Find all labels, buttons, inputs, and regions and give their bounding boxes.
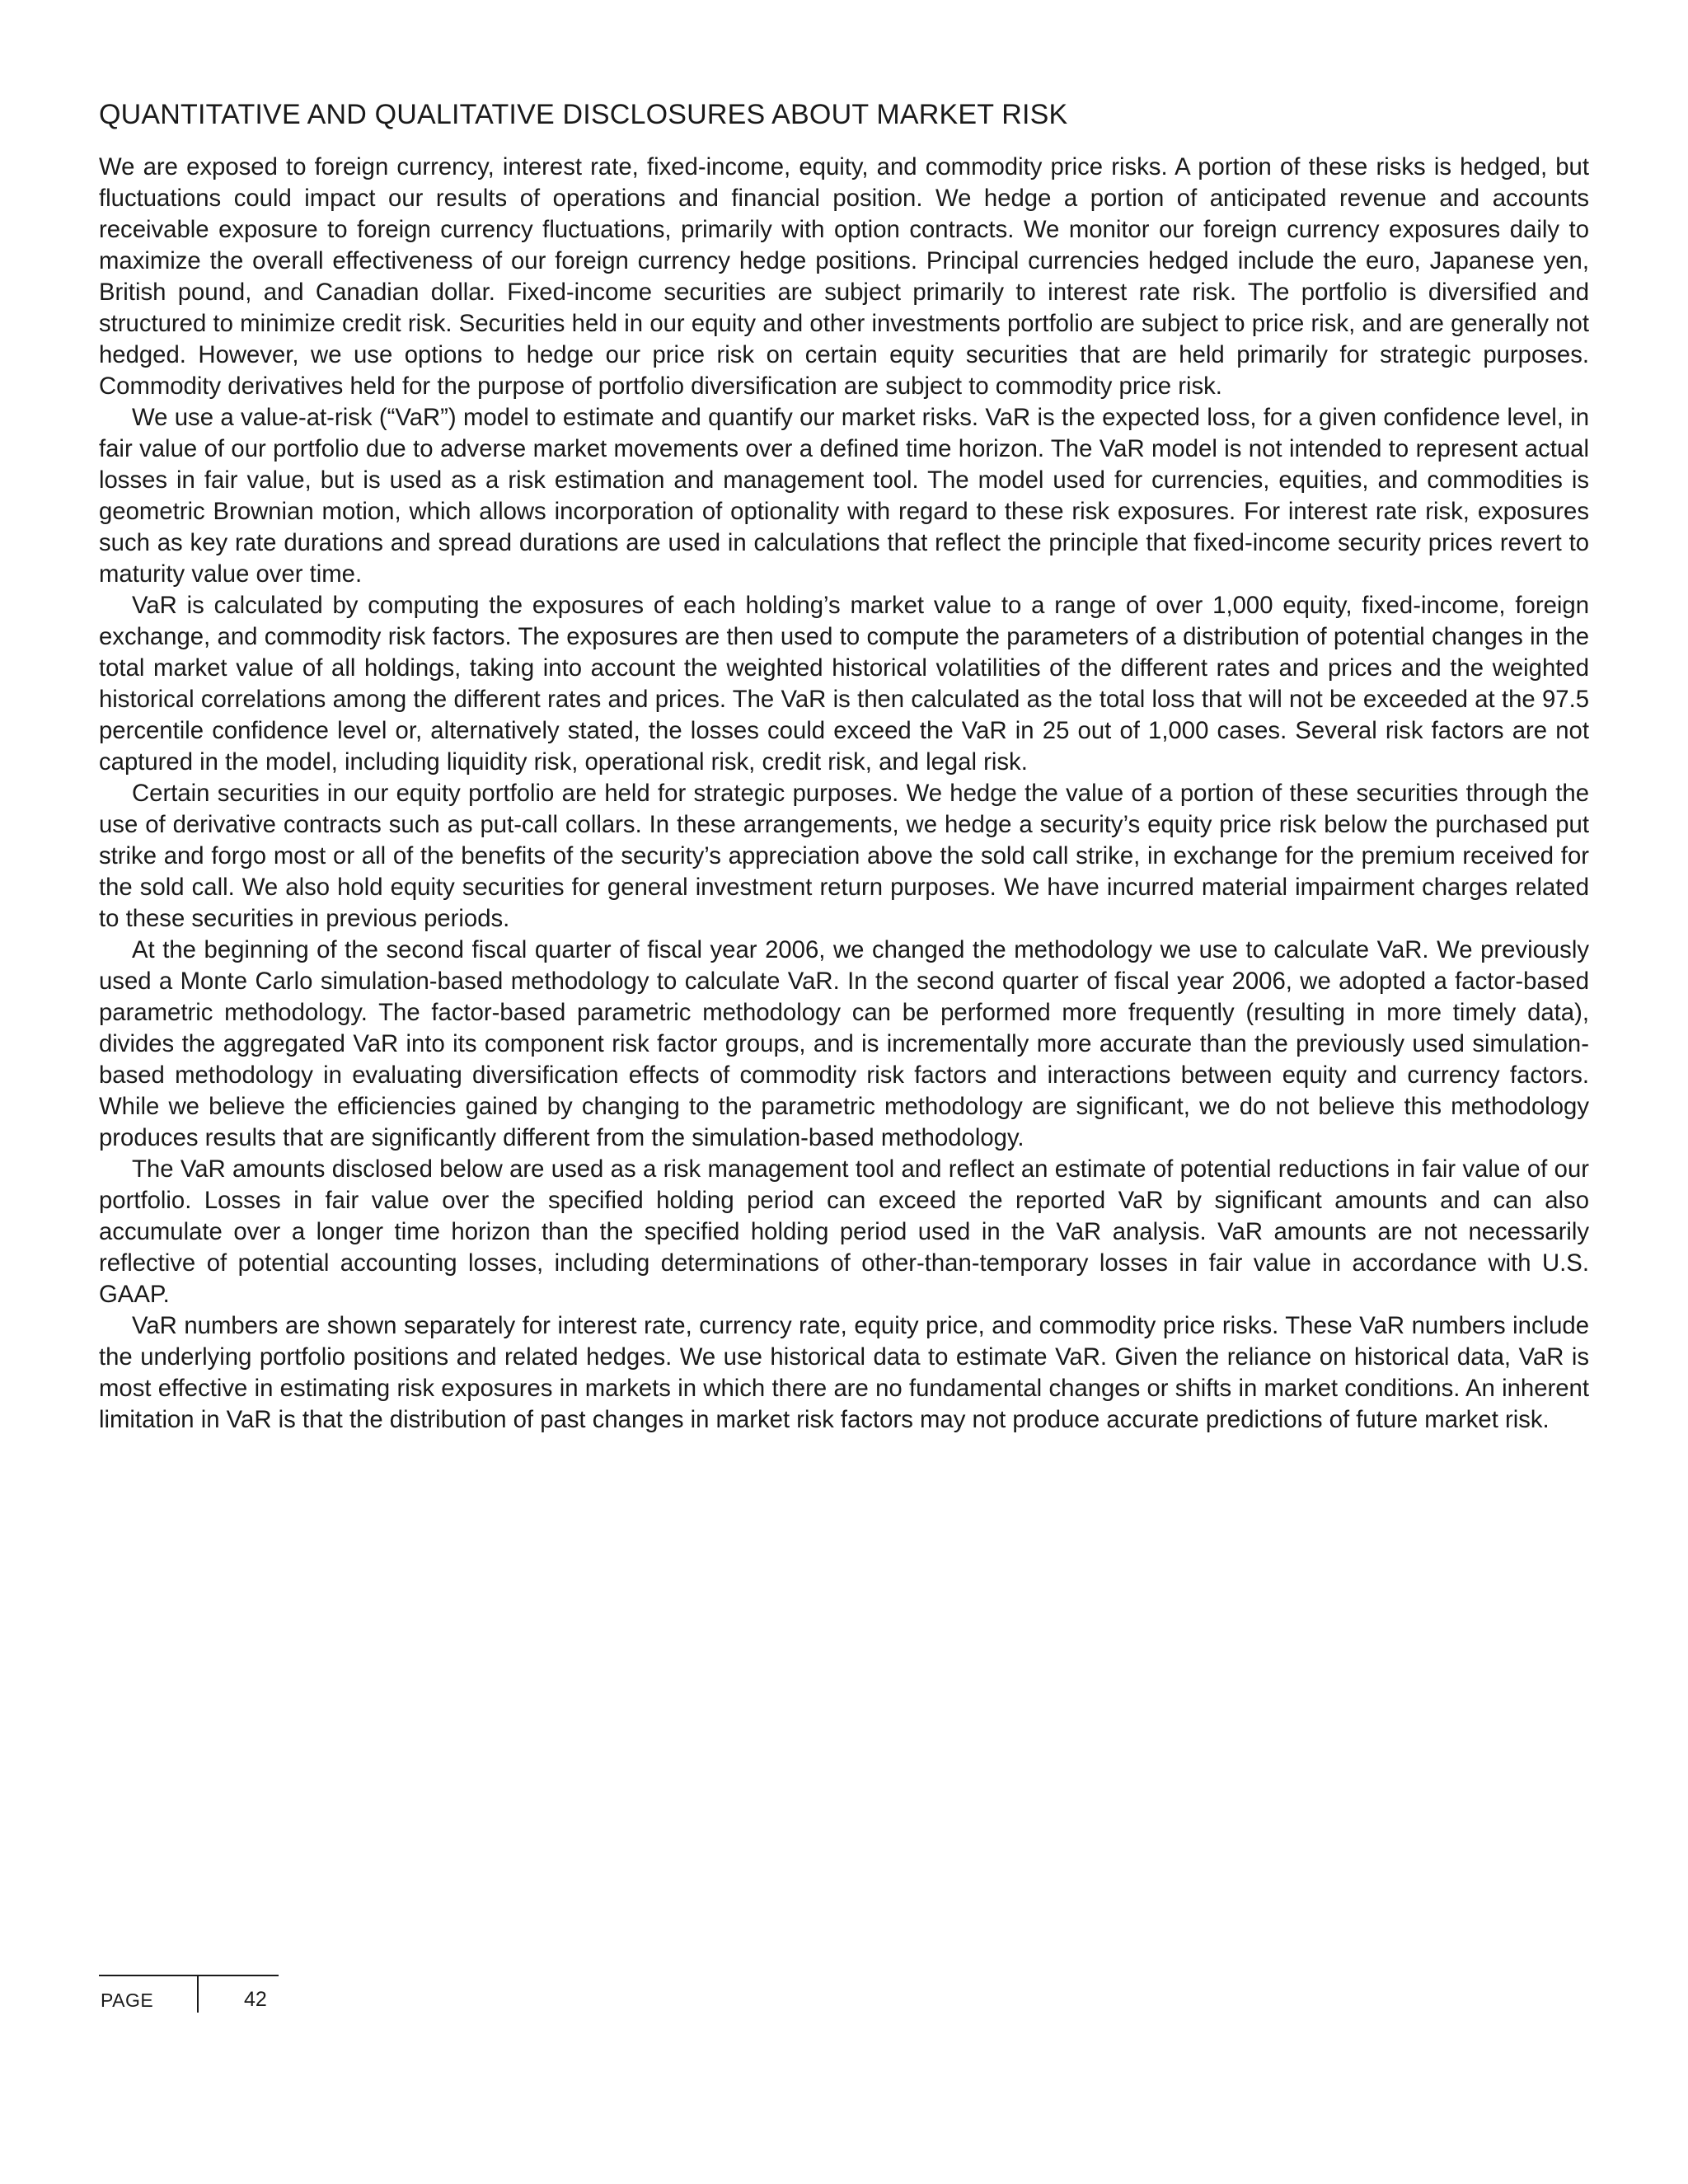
footer-divider: [197, 1976, 199, 2013]
body-text: [99, 152, 1589, 1436]
paragraph-methodology-change: At the beginning of the second fiscal quarter of fiscal year 2006, we changed the methodology we use to calculate VaR. We previously used a Monte Carlo simulation-based methodology to calculate VaR. In the second quarter of fiscal year 2006, we adopted a factor-based parametric methodology. The factor-based parametric methodology can be performed more frequently (resulting in more timely data), divides the aggregated VaR into its component risk factor groups, and is incrementally more accurate than the previously used simulation-based methodology in evaluating diversification effects of commodity risk factors and interactions between equity and currency factors. While we believe the efficiencies gained by changing to the parametric methodology are significant, we do not believe this methodology produces results that are significantly different from the simulation-based methodology.: [99, 936, 1589, 1151]
paragraph-var-limitations: VaR numbers are shown separately for interest rate, currency rate, equity price, and commodity price risks. These VaR numbers include the underlying portfolio positions and related hedges. We use historical data to estimate VaR. Given the reliance on historical data, VaR is most effective in estimating risk exposures in markets in which there are no fundamental changes or shifts in market conditions. An inherent limitation in VaR is that the distribution of past changes in market risk factors may not produce accurate predictions of future market risk.: [99, 1312, 1589, 1433]
page-number: 42: [244, 1988, 267, 2011]
section-heading: QUANTITATIVE AND QUALITATIVE DISCLOSURES ABOUT MARKET RISK: [99, 99, 1068, 130]
paragraph-var-calculation: VaR is calculated by computing the exposures of each holding’s market value to a range of over 1,000 equity, fixed-income, foreign exchange, and commodity risk factors. The exposures are then used to compute the parameters of a distribution of potential changes in the total market value of all holdings, taking into account the weighted historical volatilities of the different rates and prices and the weighted historical correlations among the different rates and prices. The VaR is then calculated as the total loss that will not be exceeded at the 97.5 percentile confidence level or, alternatively stated, the losses could exceed the VaR in 25 out of 1,000 cases. Several risk factors are not captured in the model, including liquidity risk, operational risk, credit risk, and legal risk.: [99, 592, 1589, 776]
paragraph-var-model: We use a value-at-risk (“VaR”) model to estimate and quantify our market risks. VaR is the expected loss, for a given confidence level, in fair value of our portfolio due to adverse market movements over a defined time horizon. The VaR model is not intended to represent actual losses in fair value, but is used as a risk estimation and management tool. The model used for currencies, equities, and commodities is geometric Brownian motion, which allows incorporation of optionality with regard to these risk exposures. For interest rate risk, exposures such as key rate durations and spread durations are used in calculations that reflect the principle that fixed-income security prices revert to maturity value over time.: [99, 404, 1589, 588]
paragraph-equity-hedging: Certain securities in our equity portfolio are held for strategic purposes. We hedge the value of a portion of these securities through the use of derivative contracts such as put-call collars. In these arrangements, we hedge a security’s equity price risk below the purchased put strike and forgo most or all of the benefits of the security’s appreciation above the sold call strike, in exchange for the premium received for the sold call. We also hold equity securities for general investment return purposes. We have incurred material impairment charges related to these securities in previous periods.: [99, 780, 1589, 932]
paragraph-market-risk-exposure: We are exposed to foreign currency, interest rate, fixed-income, equity, and commodity price risks. A portion of these risks is hedged, but fluctuations could impact our results of operations and financial position. We hedge a portion of anticipated revenue and accounts receivable exposure to foreign currency fluctuations, primarily with option contracts. We monitor our foreign currency exposures daily to maximize the overall effectiveness of our foreign currency hedge positions. Principal currencies hedged include the euro, Japanese yen, British pound, and Canadian dollar. Fixed-income securities are subject primarily to interest rate risk. The portfolio is diversified and structured to minimize credit risk. Securities held in our equity and other investments portfolio are subject to price risk, and are generally not hedged. However, we use options to hedge our price risk on certain equity securities that are held primarily for strategic purposes. Commodity derivatives held for the purpose of portfolio diversification are subject to commodity price risk.: [99, 153, 1589, 400]
page-label: PAGE: [101, 1990, 154, 2011]
paragraph-var-disclosure: The VaR amounts disclosed below are used as a risk management tool and reflect an estimate of potential reductions in fair value of our portfolio. Losses in fair value over the specified holding period can exceed the reported VaR by significant amounts and can also accumulate over a longer time horizon than the specified holding period used in the VaR analysis. VaR amounts are not necessarily reflective of potential accounting losses, including determinations of other-than-temporary losses in fair value in accordance with U.S. GAAP.: [99, 1155, 1589, 1308]
page-footer: [99, 1975, 279, 2014]
document-page: [99, 97, 1589, 1436]
